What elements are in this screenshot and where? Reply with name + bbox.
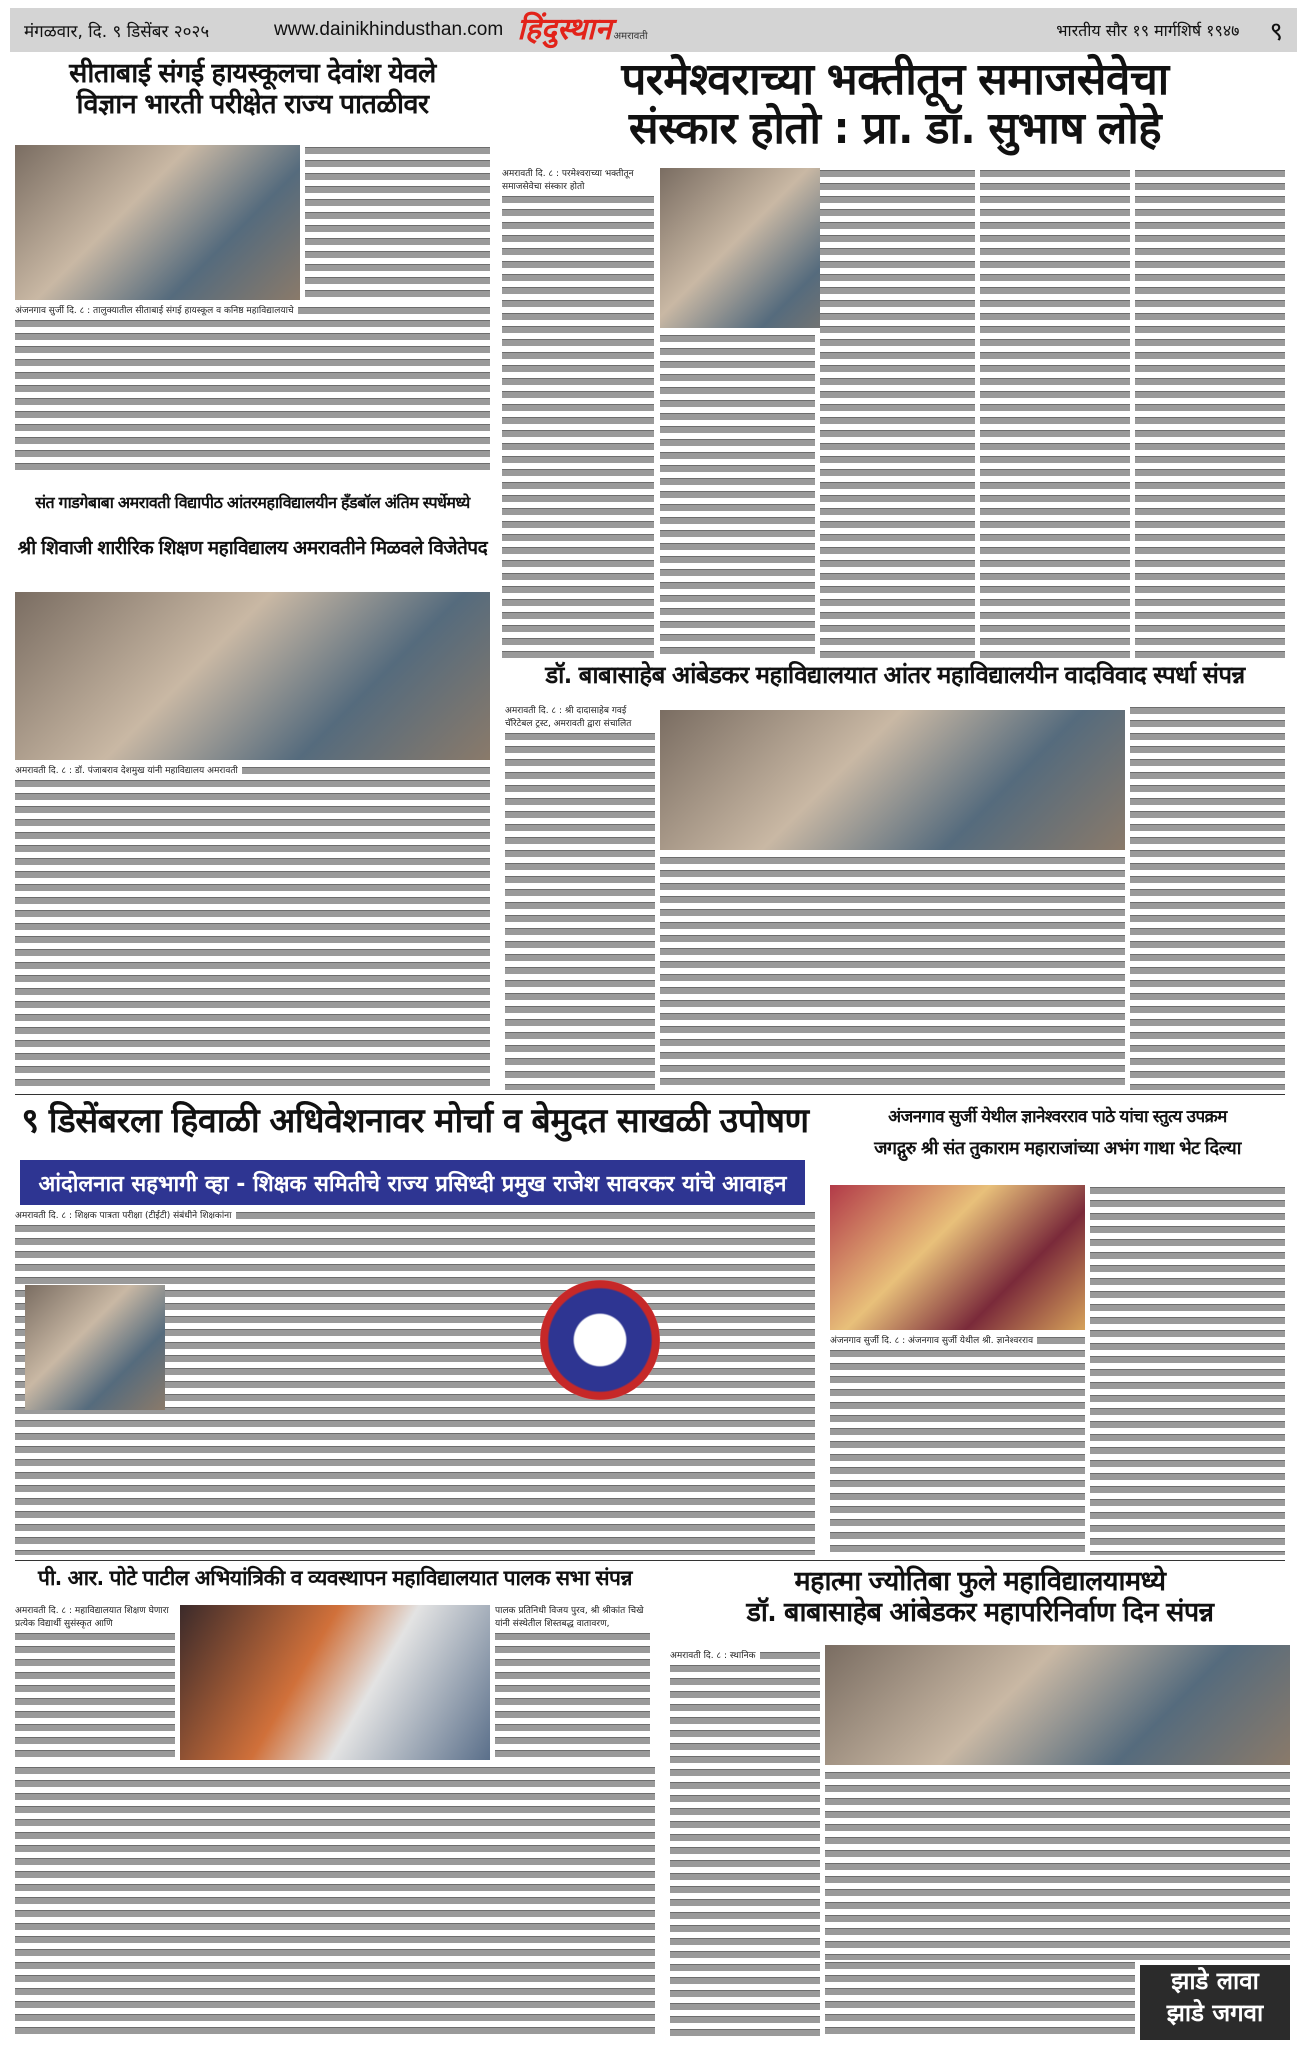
- article-text: [15, 1765, 655, 2040]
- article-text: [1135, 168, 1285, 658]
- headline: अंजनगाव सुर्जी येथील ज्ञानेश्वरराव पाठे यांचा स्तुत्य उपक्रम जगद्गुरु श्री संत तुकाराम महाराजांच्या अभंग गाथा भेट दिल्या: [874, 1107, 1241, 1159]
- headline: ९ डिसेंबरला हिवाळी अधिवेशनावर मोर्चा व बेमुदत साखळी उपोषण: [21, 1101, 809, 1141]
- article-photo: [825, 1645, 1290, 1765]
- article-text: अमरावती दि. ८ : महाविद्यालयात शिक्षण घेणारा प्रत्येक विद्यार्थी सुसंस्कृत आणि: [15, 1605, 175, 1760]
- article-text: [820, 168, 975, 658]
- page-number: ९: [1269, 17, 1283, 47]
- article-text: अमरावती दि. ८ : शिक्षक पात्रता परीक्षा (टीईटी) संबंधीने शिक्षकांना: [15, 1210, 815, 1555]
- masthead-bar: [10, 8, 1297, 52]
- article-photo: [15, 145, 300, 300]
- website-link[interactable]: www.dainikhindusthan.com: [274, 19, 504, 40]
- article-text: [980, 168, 1130, 658]
- article-text: [660, 855, 1125, 1090]
- headline: सीताबाई संगई हायस्कूलचा देवांश येवले विज्ञान भारती परीक्षेत राज्य पातळीवर: [69, 58, 436, 121]
- headline: परमेश्वराच्या भक्तीतून समाजसेवेचा संस्कार होतो : प्रा. डॉ. सुभाष लोहे: [621, 54, 1169, 155]
- article-text: अंजनगाव सुर्जी दि. ८ : अंजनगाव सुर्जी येथील श्री. ज्ञानेश्वरराव: [830, 1335, 1085, 1555]
- issue-date: मंगळवार, दि. ९ डिसेंबर २०२५: [24, 21, 210, 42]
- slogan-box: झाडे लावा झाडे जगवा: [1140, 1965, 1290, 2040]
- headline: महात्मा ज्योतिबा फुले महाविद्यालयामध्ये डॉ. बाबासाहेब आंबेडकर महापरिनिर्वाण दिन संपन्न: [746, 1566, 1214, 1629]
- organisation-logo: [540, 1280, 660, 1400]
- article-text: अमरावती दि. ८ : डॉ. पंजाबराव देशमुख यांनी महाविद्यालय अमरावती: [15, 765, 490, 1090]
- article-text: अंजनगाव सुर्जी दि. ८ : तालुक्यातील सीताबाई संगई हायस्कूल व कनिष्ठ महाविद्यालयाचे: [15, 305, 490, 475]
- article-text: [825, 1770, 1290, 1960]
- headline: पी. आर. पोटे पाटील अभियांत्रिकी व व्यवस्थापन महाविद्यालयात पालक सभा संपन्न: [38, 1566, 632, 1590]
- article-photo: [830, 1185, 1085, 1330]
- article-text: [1090, 1185, 1285, 1555]
- divider: [15, 1094, 1285, 1095]
- portrait-photo: [25, 1285, 165, 1410]
- article-text: [825, 1960, 1135, 2040]
- article-text: पालक प्रतिनिधी विजय पुरव, श्री श्रीकांत चिखे यांनी संस्थेतील शिस्तबद्ध वातावरण,: [495, 1605, 650, 1760]
- subheadline-banner: आंदोलनात सहभागी व्हा - शिक्षक समितीचे राज्य प्रसिध्दी प्रमुख राजेश सावरकर यांचे आवाहन: [20, 1160, 805, 1205]
- article-photo: [180, 1605, 490, 1760]
- saur-date: भारतीय सौर १९ मार्गशिर्ष १९४७: [1056, 21, 1240, 40]
- headline: डॉ. बाबासाहेब आंबेडकर महाविद्यालयात आंतर महाविद्यालयीन वादविवाद स्पर्धा संपन्न: [545, 661, 1245, 689]
- article-text: [305, 145, 490, 300]
- headline: संत गाडगेबाबा अमरावती विद्यापीठ आंतरमहाविद्यालयीन हँडबॉल अंतिम स्पर्धेमध्ये श्री शिवाजी शारीरिक शिक्षण महाविद्यालय अमरावतीने मिळवले विजेतेपद: [17, 493, 488, 559]
- article-text: [1130, 705, 1285, 1090]
- article-text: अमरावती दि. ८ : श्री दादासाहेब गवई चॅरिटेबल ट्रस्ट, अमरावती द्वारा संचालित: [505, 705, 655, 1090]
- article-text: अमरावती दि. ८ : परमेश्वराच्या भक्तीतून समाजसेवेचा संस्कार होतो: [502, 168, 654, 658]
- article-photo: [15, 592, 490, 760]
- article-photo: [660, 710, 1125, 850]
- article-text: अमरावती दि. ८ : स्थानिक: [670, 1650, 820, 2040]
- article-text: [660, 333, 815, 658]
- divider: [15, 1560, 1285, 1561]
- newspaper-logo: हिंदुस्थान अमरावती: [517, 12, 648, 47]
